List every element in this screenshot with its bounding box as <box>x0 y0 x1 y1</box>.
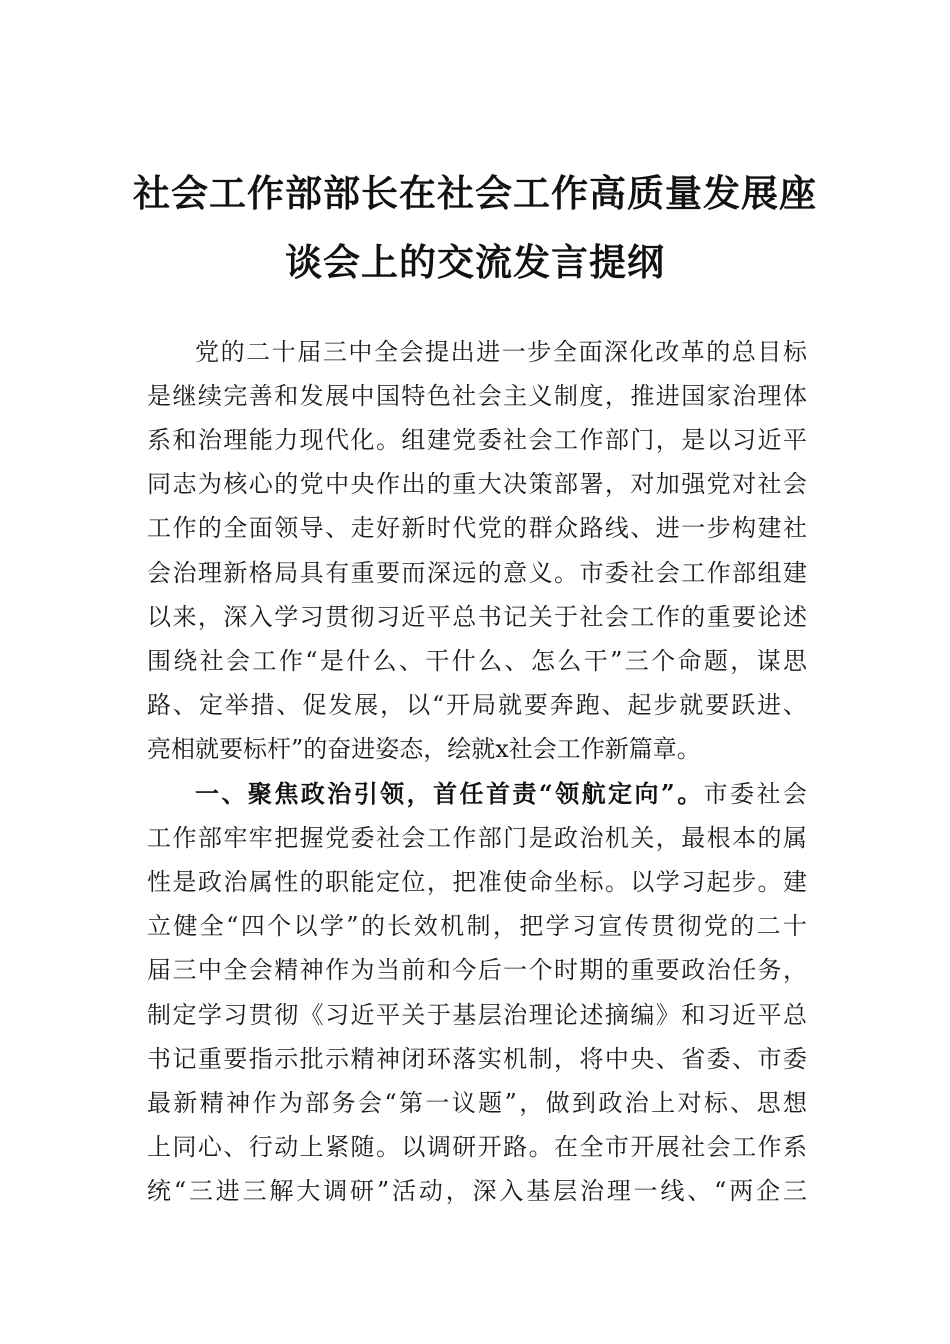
paragraph-2-line: 立健全“四个以学”的长效机制，把学习宣传贯彻党的二十 <box>147 912 807 940</box>
paragraph-1-line: 同志为核心的党中央作出的重大决策部署，对加强党对社会 <box>147 470 807 498</box>
section-heading: 一、聚焦政治引领，首任首责“领航定向”。 <box>195 779 704 808</box>
paragraph-1-line: 工作的全面领导、走好新时代党的群众路线、进一步构建社 <box>147 514 807 542</box>
paragraph-2-line: 届三中全会精神作为当前和今后一个时期的重要政治任务， <box>147 956 807 984</box>
paragraph-2-line: 书记重要指示批示精神闭环落实机制，将中央、省委、市委 <box>147 1045 807 1073</box>
paragraph-1-line: 围绕社会工作“是什么、干什么、怎么干”三个命题，谋思 <box>147 647 807 675</box>
paragraph-1-line: 亮相就要标杆”的奋进姿态，绘就x社会工作新篇章。 <box>147 735 701 763</box>
paragraph-1-line: 以来，深入学习贯彻习近平总书记关于社会工作的重要论述 <box>147 603 807 631</box>
paragraph-2-line: 性是政治属性的职能定位，把准使命坐标。以学习起步。建 <box>147 868 807 896</box>
paragraph-2-line: 工作部牢牢把握党委社会工作部门是政治机关，最根本的属 <box>147 824 807 852</box>
paragraph-1-line: 系和治理能力现代化。组建党委社会工作部门，是以习近平 <box>147 426 807 454</box>
paragraph-2-text: 市委社会 <box>703 780 807 808</box>
paragraph-1-line: 党的二十届三中全会提出进一步全面深化改革的总目标 <box>195 338 807 366</box>
paragraph-2-first-line <box>195 777 807 811</box>
document-title-line-2: 谈会上的交流发言提纲 <box>285 240 665 284</box>
document-title-line-1: 社会工作部部长在社会工作高质量发展座 <box>133 171 817 215</box>
paragraph-2-line: 上同心、行动上紧随。以调研开路。在全市开展社会工作系 <box>147 1133 807 1161</box>
paragraph-2-line: 最新精神作为部务会“第一议题”，做到政治上对标、思想 <box>147 1089 807 1117</box>
paragraph-1-line: 路、定举措、促发展，以“开局就要奔跑、起步就要跃进、 <box>147 691 807 719</box>
paragraph-1-line: 会治理新格局具有重要而深远的意义。市委社会工作部组建 <box>147 559 807 587</box>
paragraph-2-line: 制定学习贯彻《习近平关于基层治理论述摘编》和习近平总 <box>147 1001 807 1029</box>
paragraph-1-line: 是继续完善和发展中国特色社会主义制度，推进国家治理体 <box>147 382 807 410</box>
paragraph-2-line: 统“三进三解大调研”活动，深入基层治理一线、“两企三 <box>147 1177 807 1205</box>
